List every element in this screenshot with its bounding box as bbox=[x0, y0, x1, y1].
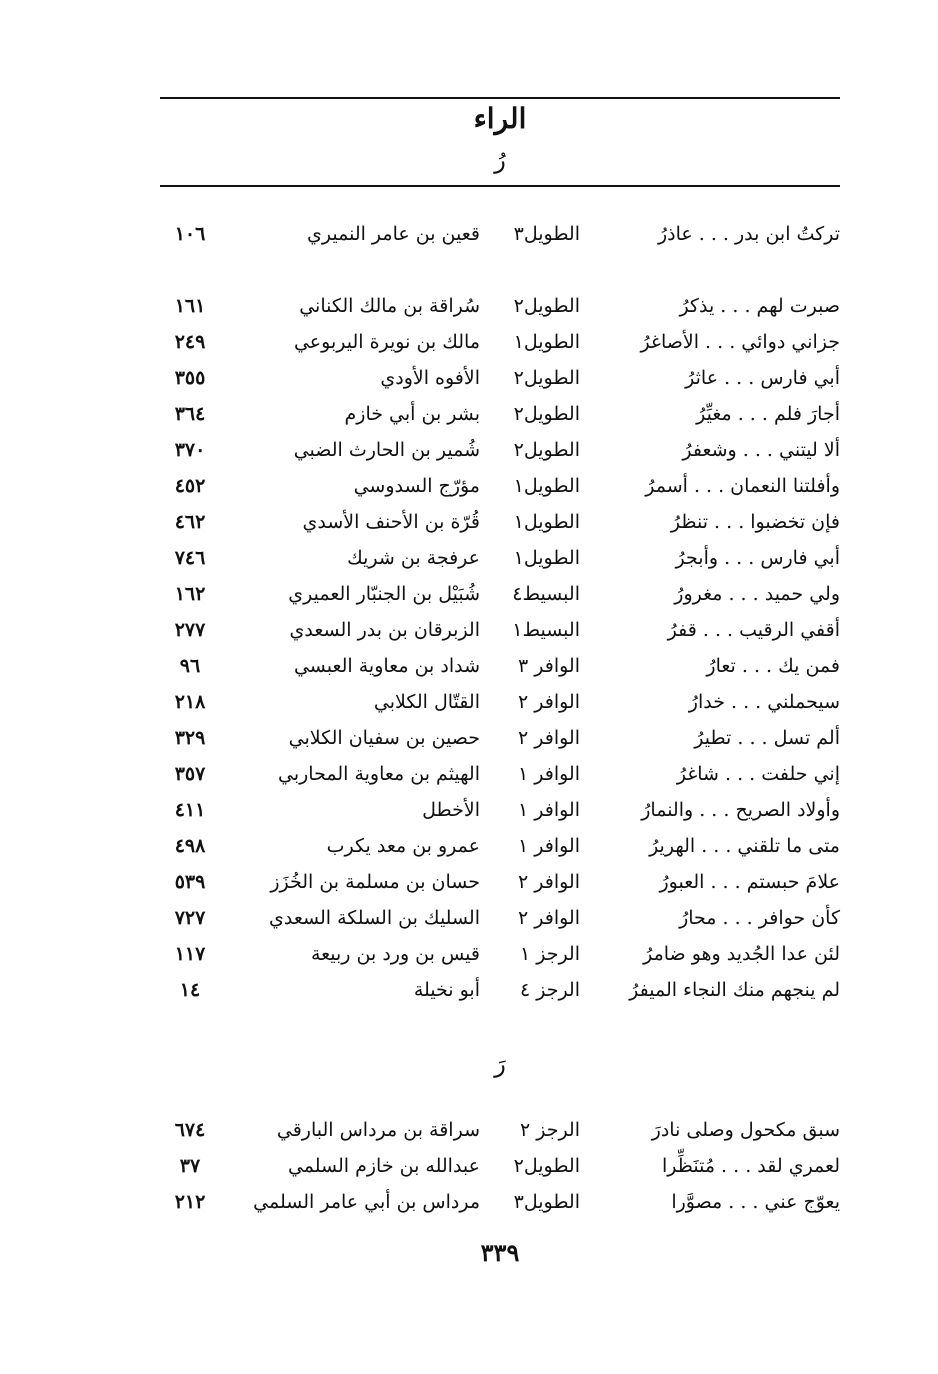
page-ref: ٣٥٥ bbox=[174, 367, 206, 389]
page-ref: ٣٥٧ bbox=[174, 763, 206, 785]
index-row bbox=[160, 792, 840, 828]
page-ref: ٢١٢ bbox=[174, 1191, 206, 1213]
poet-name: سُراقة بن مالك الكناني bbox=[299, 295, 480, 317]
poet-name: عرفجة بن شريك bbox=[347, 547, 480, 569]
meter-label: الطويل٣ bbox=[513, 223, 580, 245]
index-row bbox=[160, 360, 840, 396]
page-ref: ٣٢٩ bbox=[174, 727, 206, 749]
verse-incipit: فإن تخضبوا . . . تنظرُ bbox=[670, 511, 840, 533]
meter-label: الوافر ٢ bbox=[518, 691, 580, 713]
meter-label: الطويل٢ bbox=[513, 295, 580, 317]
poet-name: الزبرقان بن بدر السعدي bbox=[289, 619, 480, 641]
verse-incipit: علامَ حبستم . . . العبورُ bbox=[659, 871, 840, 893]
verse-incipit: سبق مكحول وصلى نادرَ bbox=[651, 1119, 840, 1141]
page-ref: ٧٤٦ bbox=[174, 547, 206, 569]
page-ref: ١٦١ bbox=[174, 295, 206, 317]
verse-incipit: لئن عدا الجُديد وهو ضامرُ bbox=[643, 943, 840, 965]
verse-incipit: فمن يك . . . تعارُ bbox=[706, 655, 840, 677]
poet-name: قُرّة بن الأحنف الأسدي bbox=[302, 511, 480, 533]
entries-section-1 bbox=[160, 216, 840, 1008]
verse-incipit: يعوّج عني . . . مصوَّرا bbox=[671, 1191, 840, 1213]
poet-name: شُمير بن الحارث الضبي bbox=[293, 439, 480, 461]
entries-section-2 bbox=[160, 1112, 840, 1220]
meter-label: الرجز ٤ bbox=[519, 979, 580, 1001]
index-row bbox=[160, 576, 840, 612]
meter-label: الطويل٢ bbox=[513, 367, 580, 389]
poet-name: مؤرّج السدوسي bbox=[353, 475, 480, 497]
meter-label: الرجز ٢ bbox=[519, 1119, 580, 1141]
verse-incipit: لعمري لقد . . . مُتنَظِّرا bbox=[662, 1155, 840, 1177]
verse-incipit: متى ما تلقني . . . الهريرُ bbox=[649, 835, 840, 857]
page-ref: ١٦٢ bbox=[174, 583, 206, 605]
poet-name: الأفوه الأودي bbox=[380, 367, 480, 389]
poet-name: الأخطل bbox=[422, 799, 480, 821]
index-row bbox=[160, 972, 840, 1008]
meter-label: الوافر ١ bbox=[518, 763, 580, 785]
page-ref: ٢١٨ bbox=[174, 691, 206, 713]
top-rule bbox=[160, 97, 840, 99]
verse-incipit: صبرت لهم . . . يذكرُ bbox=[679, 295, 840, 317]
verse-incipit: إني حلفت . . . شاغرُ bbox=[676, 763, 840, 785]
verse-incipit: جزاني دوائي . . . الأصاغرُ bbox=[640, 331, 840, 353]
poet-name: أبو نخيلة bbox=[413, 979, 480, 1001]
meter-label: الطويل١ bbox=[513, 331, 580, 353]
meter-label: الرجز ١ bbox=[519, 943, 580, 965]
index-row bbox=[160, 540, 840, 576]
verse-incipit: تركتُ ابن بدر . . . عاذرُ bbox=[657, 223, 840, 245]
index-row bbox=[160, 396, 840, 432]
page-ref: ٣٧٠ bbox=[174, 439, 206, 461]
poet-name: شداد بن معاوية العبسي bbox=[293, 655, 480, 677]
poet-name: القتّال الكلابي bbox=[373, 691, 480, 713]
verse-incipit: أجارَ فلم . . . مغيِّرُ bbox=[696, 403, 840, 425]
meter-label: الوافر ٢ bbox=[518, 727, 580, 749]
meter-label: الوافر ١ bbox=[518, 799, 580, 821]
verse-incipit: أبي فارس . . . وأبجرُ bbox=[675, 547, 840, 569]
index-row bbox=[160, 1148, 840, 1184]
index-row bbox=[160, 900, 840, 936]
subheading-damma: رُ bbox=[494, 146, 506, 174]
page-ref: ٤١١ bbox=[174, 799, 206, 821]
index-row bbox=[160, 324, 840, 360]
verse-incipit: أقفي الرقيب . . . قفرُ bbox=[667, 619, 840, 641]
poet-name: حصين بن سفيان الكلابي bbox=[288, 727, 480, 749]
meter-label: الوافر ٢ bbox=[518, 907, 580, 929]
index-row bbox=[160, 612, 840, 648]
page-ref: ٢٧٧ bbox=[174, 619, 206, 641]
page-ref: ٣٧ bbox=[179, 1155, 201, 1177]
index-row bbox=[160, 828, 840, 864]
poet-name: الهيثم بن معاوية المحاربي bbox=[278, 763, 480, 785]
page-number: ٣٣٩ bbox=[480, 1238, 520, 1267]
index-row bbox=[160, 936, 840, 972]
poet-name: عبدالله بن خازم السلمي bbox=[287, 1155, 480, 1177]
page-ref: ٤٩٨ bbox=[174, 835, 206, 857]
verse-incipit: وأولاد الصريح . . . والنمارُ bbox=[641, 799, 840, 821]
meter-label: الطويل٣ bbox=[513, 1191, 580, 1213]
page-ref: ٩٦ bbox=[179, 655, 201, 677]
subheading-fatha: رَ bbox=[494, 1050, 506, 1078]
poet-name: شُبَيْل بن الجنبّار العميري bbox=[288, 583, 480, 605]
meter-label: الطويل١ bbox=[513, 511, 580, 533]
index-row bbox=[160, 432, 840, 468]
heading-rule bbox=[160, 185, 840, 187]
index-row bbox=[160, 504, 840, 540]
meter-label: البسيط١ bbox=[512, 619, 580, 641]
index-row bbox=[160, 720, 840, 756]
poet-name: السليك بن السلكة السعدي bbox=[269, 907, 480, 929]
verse-incipit: ألم تسل . . . تطيرُ bbox=[694, 727, 840, 749]
index-row bbox=[160, 288, 840, 324]
verse-incipit: ألا ليتني . . . وشعفرُ bbox=[682, 439, 840, 461]
verse-incipit: وأفلتنا النعمان . . . أسمرُ bbox=[645, 475, 840, 497]
poet-name: قيس بن ورد بن ربيعة bbox=[310, 943, 480, 965]
meter-label: الوافر ١ bbox=[518, 835, 580, 857]
verse-incipit: كأن حوافر . . . محارُ bbox=[679, 907, 840, 929]
meter-label: الطويل١ bbox=[513, 475, 580, 497]
index-row bbox=[160, 648, 840, 684]
index-row bbox=[160, 864, 840, 900]
page-ref: ١٠٦ bbox=[174, 223, 206, 245]
poet-name: عمرو بن معد يكرب bbox=[326, 835, 480, 857]
poet-name: قعين بن عامر النميري bbox=[307, 223, 480, 245]
page-ref: ٤٦٢ bbox=[174, 511, 206, 533]
index-row bbox=[160, 216, 840, 288]
index-row bbox=[160, 684, 840, 720]
verse-incipit: لم ينجهم منك النجاء الميفرُ bbox=[629, 979, 840, 1001]
verse-incipit: ولي حميد . . . مغرورُ bbox=[674, 583, 840, 605]
page-ref: ١٤ bbox=[179, 979, 201, 1001]
meter-label: البسيط٤ bbox=[512, 583, 580, 605]
poet-name: بشر بن أبي خازم bbox=[344, 403, 480, 425]
meter-label: الطويل٢ bbox=[513, 1155, 580, 1177]
page-ref: ٢٤٩ bbox=[174, 331, 206, 353]
page-ref: ١١٧ bbox=[174, 943, 206, 965]
section-title: الراء bbox=[473, 102, 527, 135]
index-row bbox=[160, 1184, 840, 1220]
meter-label: الوافر ٣ bbox=[518, 655, 580, 677]
meter-label: الطويل١ bbox=[513, 547, 580, 569]
poet-name: مرداس بن أبي عامر السلمي bbox=[253, 1191, 480, 1213]
index-row bbox=[160, 1112, 840, 1148]
meter-label: الطويل٢ bbox=[513, 403, 580, 425]
page-ref: ٦٧٤ bbox=[174, 1119, 206, 1141]
page-ref: ٤٥٢ bbox=[174, 475, 206, 497]
page-ref: ٧٢٧ bbox=[174, 907, 206, 929]
page-ref: ٣٦٤ bbox=[174, 403, 206, 425]
verse-incipit: سيحملني . . . خدارُ bbox=[688, 691, 840, 713]
poet-name: حسان بن مسلمة بن الخُزَز bbox=[270, 871, 480, 893]
verse-incipit: أبي فارس . . . عاثرُ bbox=[685, 367, 840, 389]
page-ref: ٥٣٩ bbox=[174, 871, 206, 893]
poet-name: سراقة بن مرداس البارقي bbox=[276, 1119, 480, 1141]
index-row bbox=[160, 756, 840, 792]
index-row bbox=[160, 468, 840, 504]
meter-label: الطويل٢ bbox=[513, 439, 580, 461]
poet-name: مالك بن نويرة اليربوعي bbox=[293, 331, 480, 353]
meter-label: الوافر ٢ bbox=[518, 871, 580, 893]
